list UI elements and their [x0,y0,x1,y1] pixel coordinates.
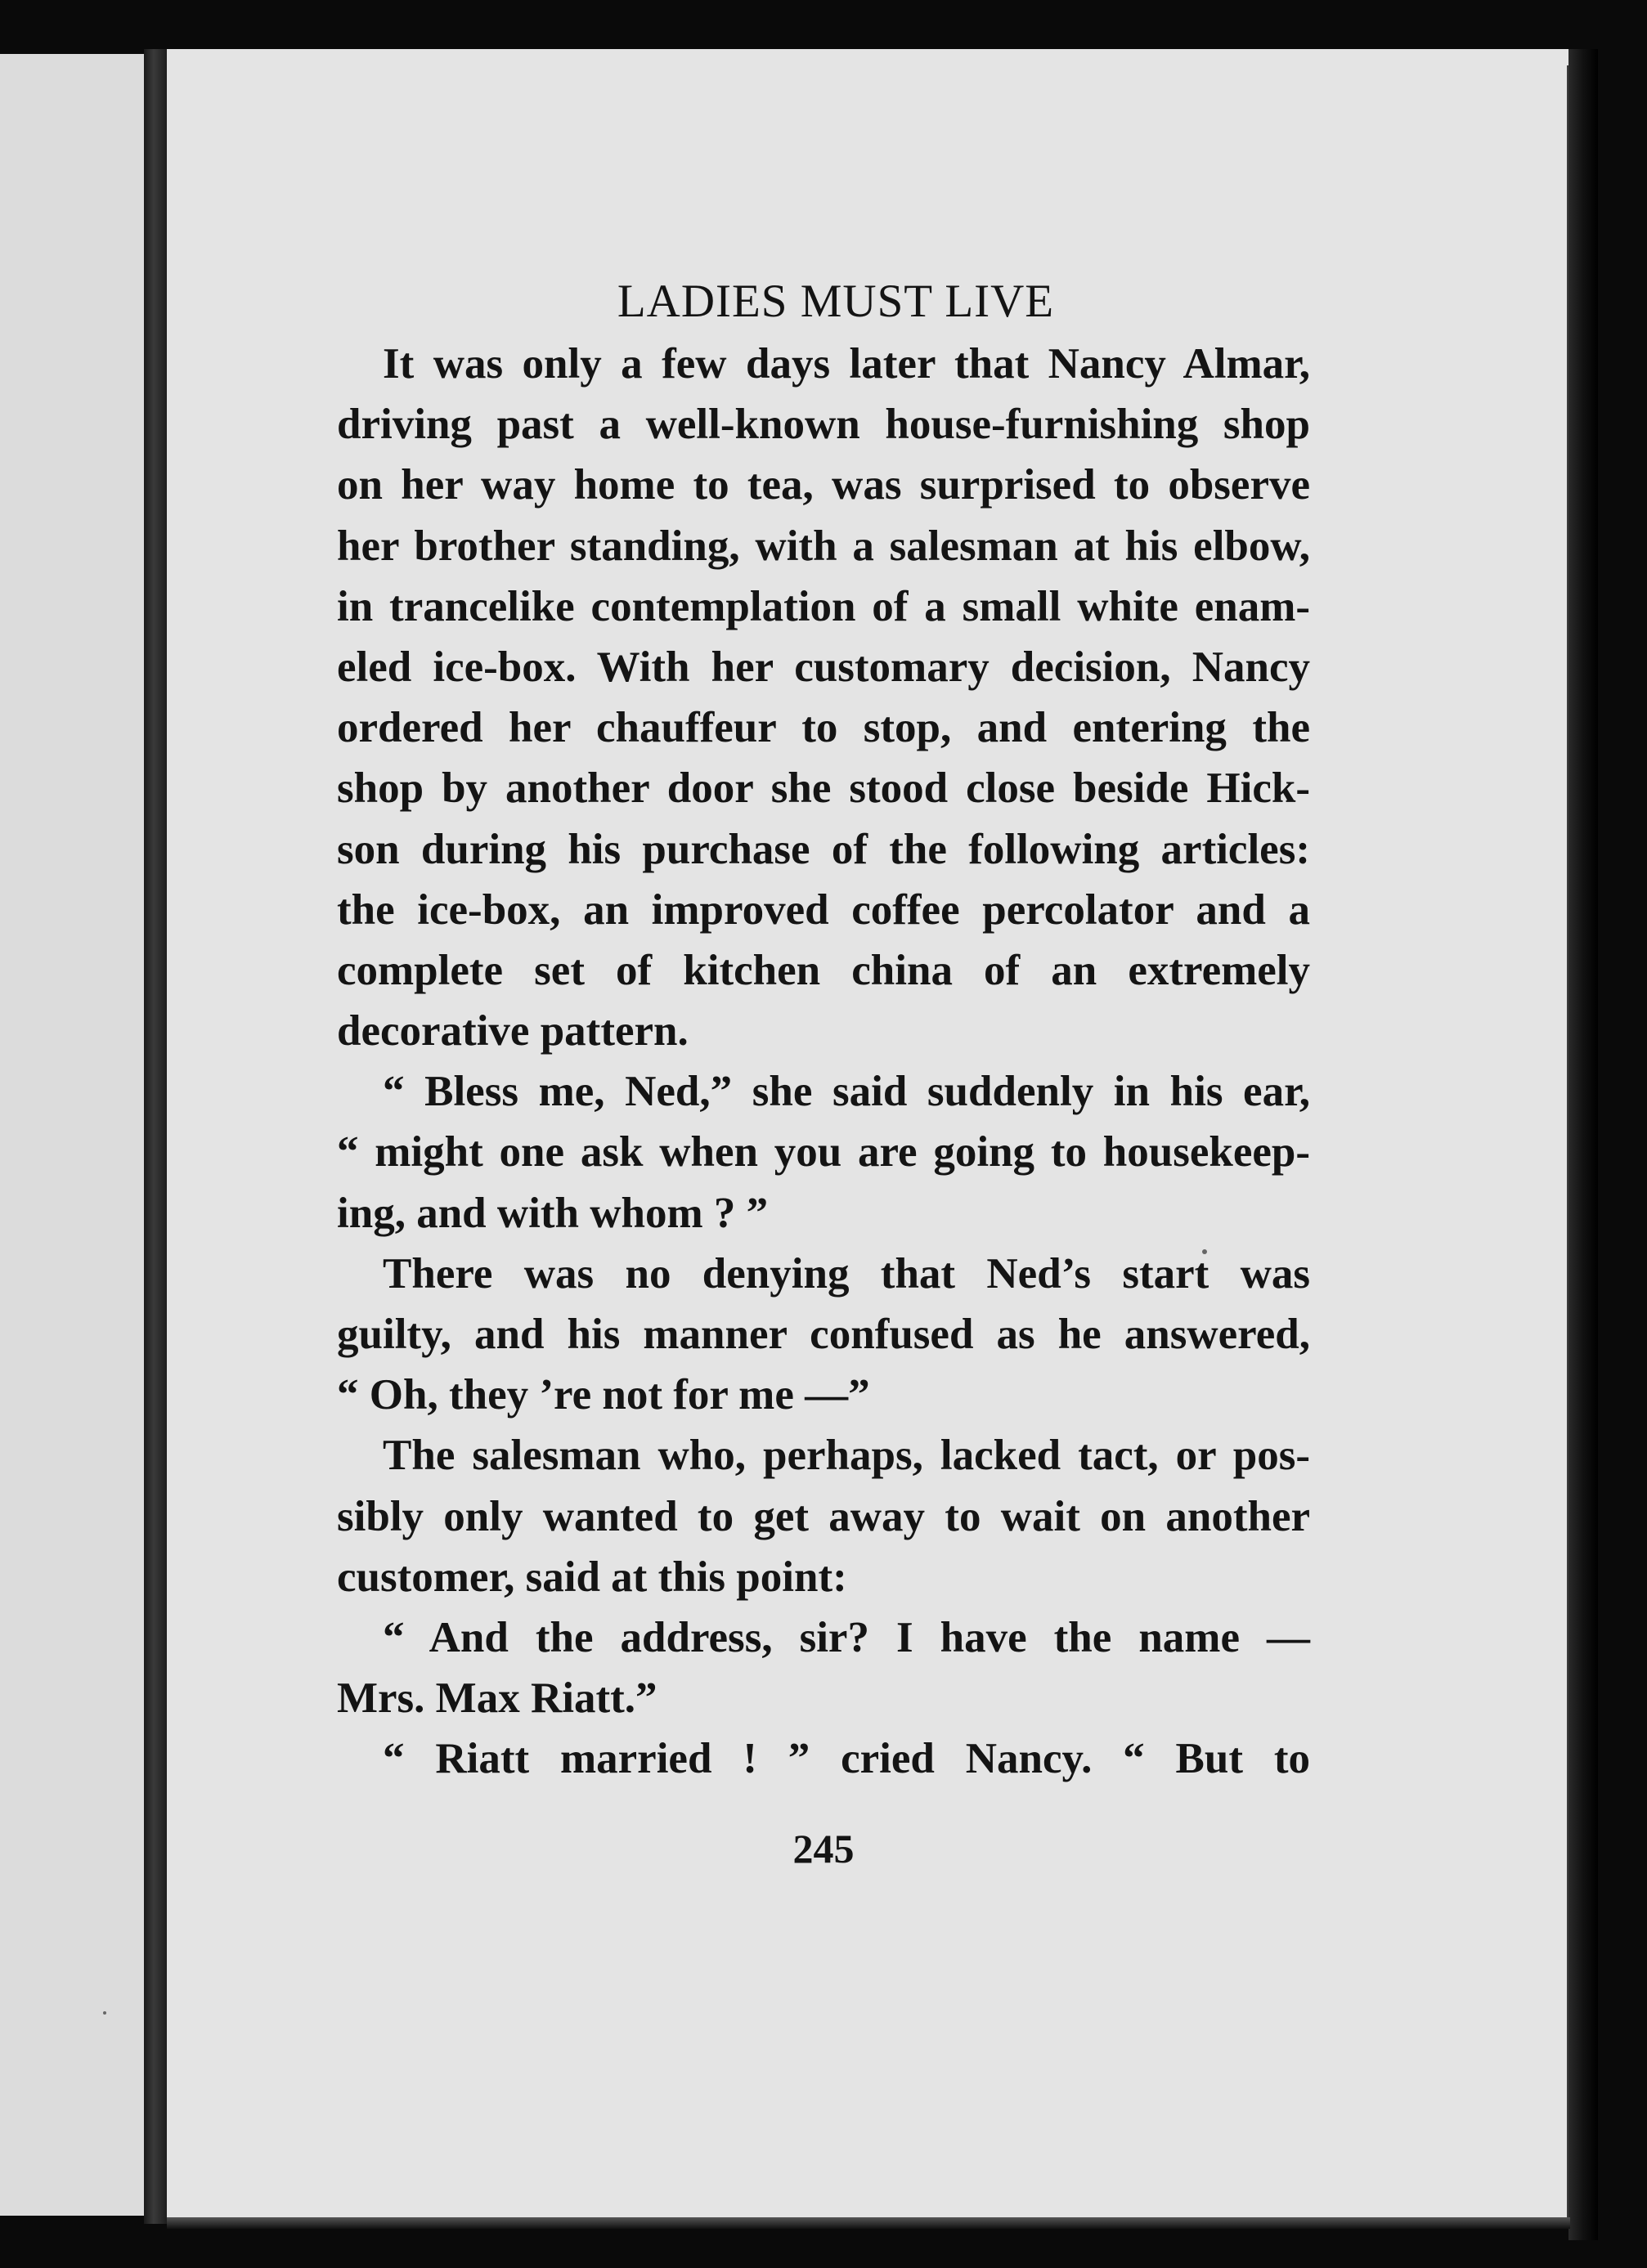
text-line: “ Bless me, Ned,” she said suddenly in his ear, [383,1068,1310,1116]
text-line: her brother standing, with a salesman at his elbow, [337,522,1310,570]
text-line: It was only a few days later that Nancy Almar, [383,340,1310,388]
text-line: ordered her chauffeur to stop, and entering the [337,704,1310,752]
page-text [337,270,1310,1790]
text-line: driving past a well-known house-furnishing shop [337,401,1310,449]
text-line: “ And the address, sir? I have the name — [383,1613,1310,1661]
text-line: guilty, and his manner confused as he answered, [337,1311,1310,1358]
text-line: eled ice-box. With her customary decision, Nancy [337,643,1310,691]
text-line: the ice-box, an improved coffee percolator and a [337,885,1310,934]
page-right-edge [1568,49,1598,2240]
text-line: on her way home to tea, was surprised to observe [337,461,1310,509]
text-line: complete set of kitchen china of an extremely [337,946,1310,994]
text-line: “ Riatt married ! ” cried Nancy. “ But to [383,1735,1310,1783]
text-line: in trancelike contemplation of a small white enam- [337,582,1310,630]
text-line: ing, and with whom ? ” [337,1189,769,1237]
text-line: son during his purchase of the following articles: [337,825,1310,873]
text-line: “ Oh, they ’re not for me —” [337,1371,870,1419]
text-line: “ might one ask when you are going to housekeep- [337,1128,1310,1177]
text-line: customer, said at this point: [337,1553,847,1601]
page-bottom-edge [167,2217,1570,2229]
text-line: decorative pattern. [337,1007,689,1056]
text-line: Mrs. Max Riatt.” [337,1674,657,1723]
text-line: There was no denying that Ned’s start was [383,1249,1310,1298]
running-head: LADIES MUST LIVE [617,276,1055,327]
body-text [337,334,1310,1790]
text-line: The salesman who, perhaps, lacked tact, or pos- [383,1432,1310,1480]
text-line: sibly only wanted to get away to wait on another [337,1492,1310,1540]
book-gutter [144,49,168,2224]
previous-page-edge [0,54,154,2216]
page-number: 245 [792,1826,855,1871]
print-speck [103,2011,106,2015]
text-line: shop by another door she stood close beside Hick- [337,764,1310,813]
